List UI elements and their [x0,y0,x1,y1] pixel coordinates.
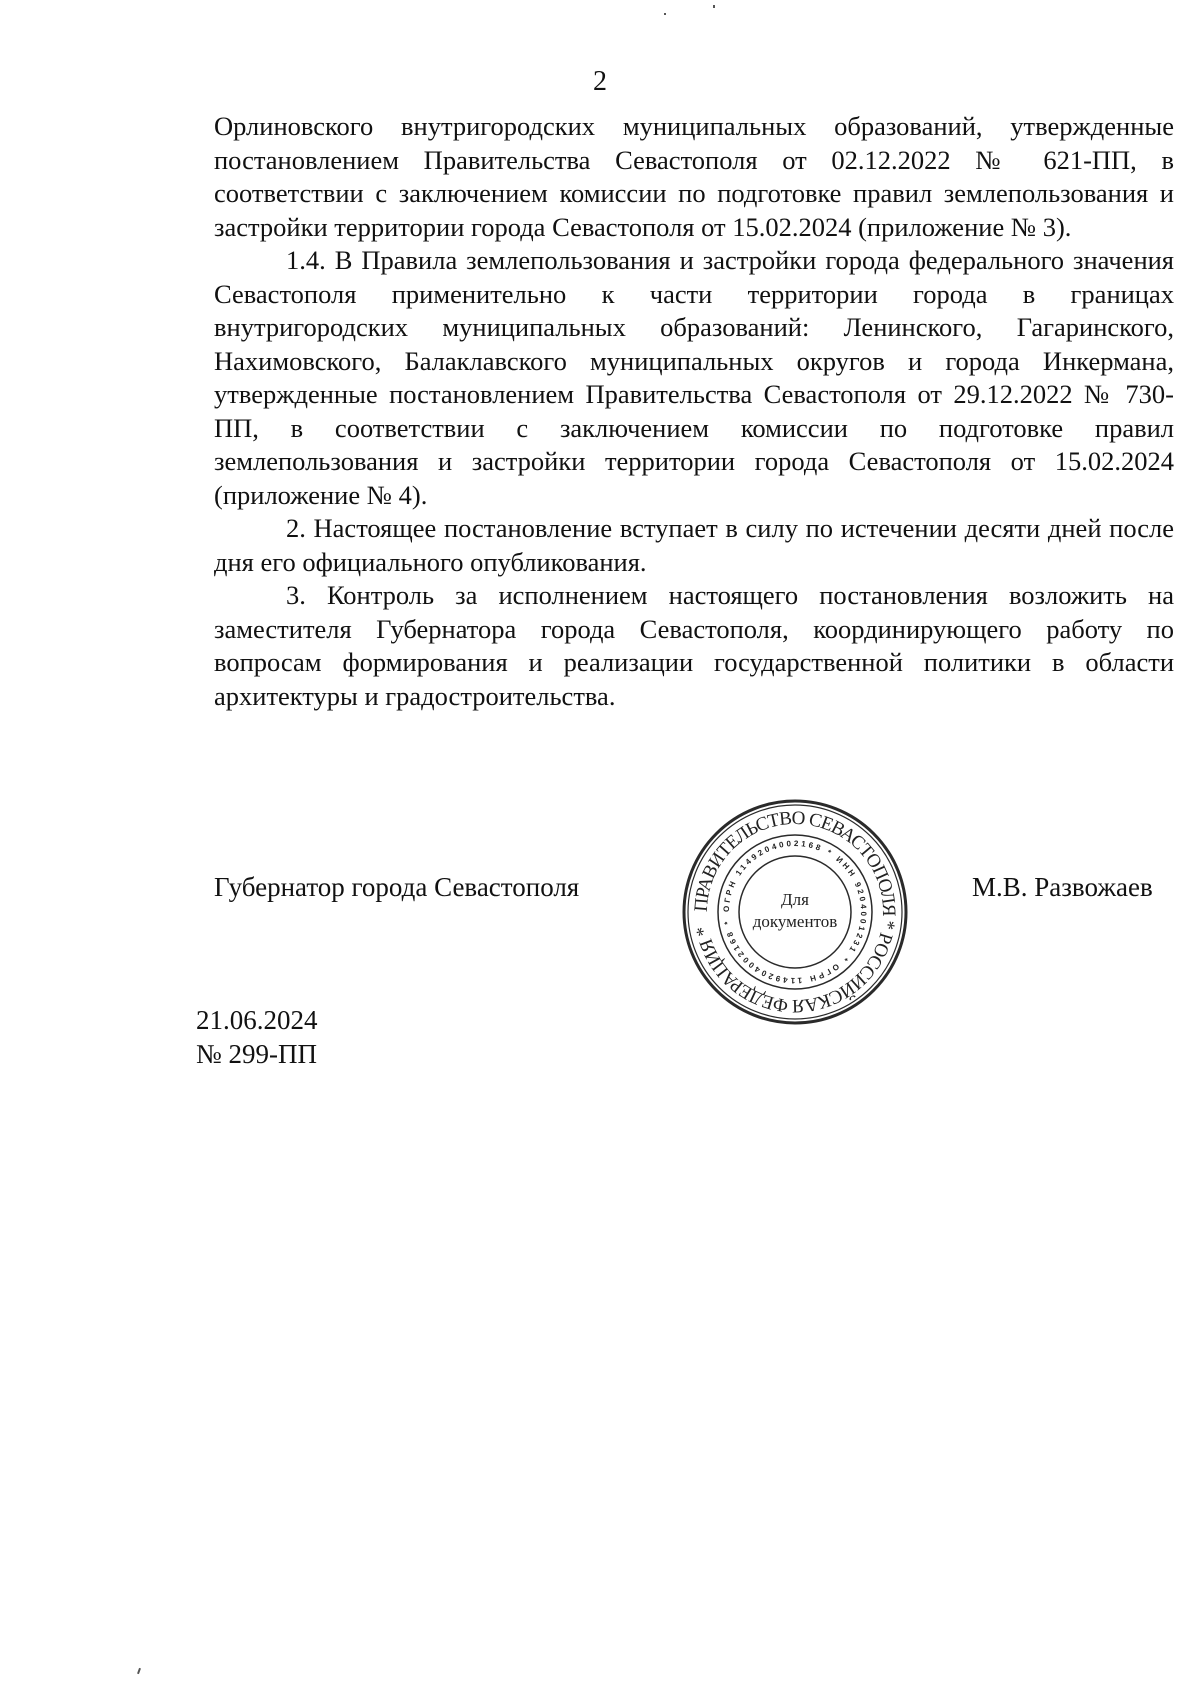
svg-text:ОГРН 1149204002168 * ИНН 92040: ОГРН 1149204002168 * ИНН 9204001231 * ОГРН 1149204002168 * [721,838,869,986]
scan-speck [664,13,666,15]
paragraph-1-4: 1.4. В Правила землепользования и застройки города федерального значения Севастополя применительно к части территории города в границах внутригородских муниципальных образований: Ленинского, Гагаринского, Нахимовского, Балаклавского муниципальных округов и города Инкермана, утвержденные постановлением Правительства Севастополя от 29.12.2022 № 730-ПП, в соответствии с заключением комиссии по подготовке правил землепользования и застройки территории города Севастополя от 15.02.2024 (приложение № 4). [214,245,1174,510]
page-number: 2 [593,66,607,97]
signatory-position: Губернатор города Севастополя [214,872,580,902]
official-seal [680,797,910,1027]
document-date: 21.06.2024 [196,1005,318,1035]
signatory-name: М.В. Развожаев [972,872,1153,902]
document-body [214,110,1174,713]
svg-text:Для: Для [781,890,809,909]
paragraph-3: 3. Контроль за исполнением настоящего постановления возложить на заместителя Губернатора города Севастополя, координирующего работу по вопросам формирования и реализации государственной политики в области архитектуры и градостроительства. [214,580,1174,711]
scan-speck [713,5,715,8]
paragraph-continuation: Орлиновского внутригородских муниципальных образований, утвержденные постановлением Правительства Севастополя от 02.12.2022 № 621-ПП, в соответствии с заключением комиссии по подготовке правил землепользования и застройки территории города Севастополя от 15.02.2024 (приложение № 3). [214,111,1174,242]
paragraph-2: 2. Настоящее постановление вступает в силу по истечении десяти дней после дня его официального опубликования. [214,513,1174,577]
svg-text:документов: документов [752,912,838,931]
scan-speck [137,1668,141,1674]
svg-text:ПРАВИТЕЛЬСТВО СЕВАСТОПОЛЯ * РО: ПРАВИТЕЛЬСТВО СЕВАСТОПОЛЯ * РОССИЙСКАЯ ФЕДЕРАЦИЯ * [690,807,900,1017]
document-number: № 299-ПП [196,1039,317,1069]
